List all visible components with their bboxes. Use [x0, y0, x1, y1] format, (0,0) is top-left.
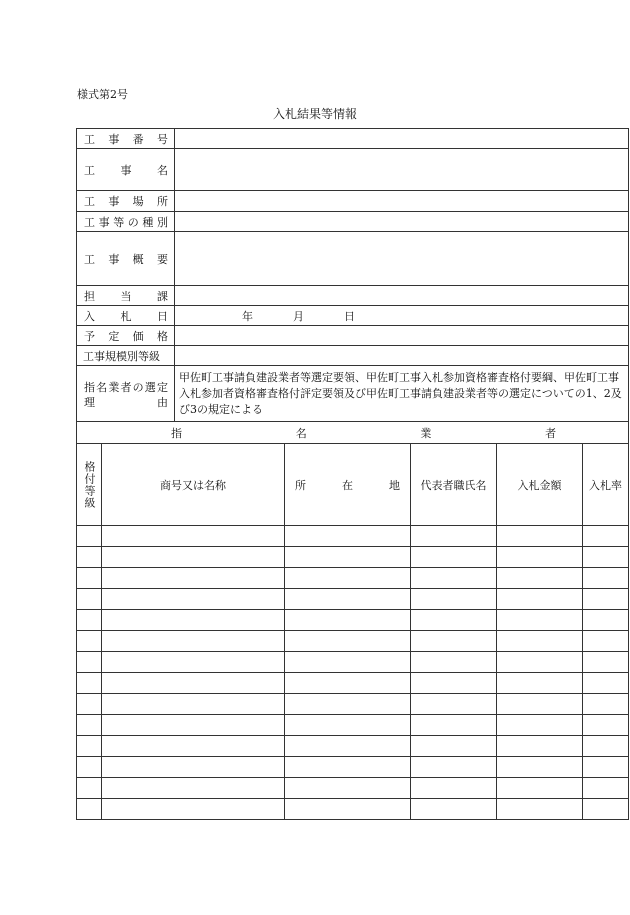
row-bid-date	[77, 306, 629, 326]
col-representative-header: 代表者職氏名	[411, 444, 497, 526]
table-row	[77, 778, 629, 799]
bid-rate-cell[interactable]	[583, 799, 629, 820]
grade-cell[interactable]	[77, 673, 102, 694]
col-name-header: 商号又は名称	[102, 444, 285, 526]
address-cell[interactable]	[285, 799, 411, 820]
row-construction-name	[77, 149, 629, 191]
scale-grade-value[interactable]	[175, 346, 629, 366]
representative-cell[interactable]	[411, 799, 497, 820]
address-cell[interactable]	[285, 673, 411, 694]
address-cell[interactable]	[285, 694, 411, 715]
table-row	[77, 568, 629, 589]
label-construction-outline: 工 事 概 要	[84, 252, 168, 266]
col-bid-amount-header: 入札金額	[497, 444, 583, 526]
row-scale-grade	[77, 346, 629, 366]
grade-cell[interactable]	[77, 694, 102, 715]
address-cell[interactable]	[285, 610, 411, 631]
address-cell[interactable]	[285, 589, 411, 610]
col-bid-rate-header: 入札率	[583, 444, 629, 526]
address-cell[interactable]	[285, 736, 411, 757]
grade-cell[interactable]	[77, 757, 102, 778]
name-cell[interactable]	[102, 631, 285, 652]
table-row	[77, 589, 629, 610]
bid-amount-cell[interactable]	[497, 589, 583, 610]
bid-amount-cell[interactable]	[497, 568, 583, 589]
col-grade-header: 格付等級	[83, 460, 96, 509]
document-title: 入札結果等情報	[272, 107, 357, 121]
label-department: 担 当 課	[84, 289, 168, 303]
bid-rate-cell[interactable]	[583, 652, 629, 673]
table-row	[77, 694, 629, 715]
address-cell[interactable]	[285, 526, 411, 547]
table-row	[77, 673, 629, 694]
address-cell[interactable]	[285, 757, 411, 778]
year-unit: 年	[242, 309, 253, 323]
bid-rate-cell[interactable]	[583, 778, 629, 799]
bid-amount-cell[interactable]	[497, 631, 583, 652]
row-construction-type	[77, 212, 629, 232]
grade-cell[interactable]	[77, 799, 102, 820]
row-construction-outline	[77, 232, 629, 286]
bid-rate-cell[interactable]	[583, 631, 629, 652]
table-row	[77, 526, 629, 547]
grade-cell[interactable]	[77, 610, 102, 631]
bid-amount-cell[interactable]	[497, 610, 583, 631]
address-cell[interactable]	[285, 715, 411, 736]
name-cell[interactable]	[102, 736, 285, 757]
bid-amount-cell[interactable]	[497, 652, 583, 673]
label-construction-number: 工 事 番 号	[84, 132, 168, 146]
row-construction-number	[77, 129, 629, 149]
name-cell[interactable]	[102, 652, 285, 673]
representative-cell[interactable]	[411, 694, 497, 715]
label-construction-name: 工 事 名	[84, 163, 168, 177]
label-scale-grade: 工事規模別等級	[83, 349, 160, 363]
grade-cell[interactable]	[77, 526, 102, 547]
bid-amount-cell[interactable]	[497, 694, 583, 715]
name-cell[interactable]	[102, 757, 285, 778]
bid-rate-cell[interactable]	[583, 736, 629, 757]
grade-cell[interactable]	[77, 568, 102, 589]
name-cell[interactable]	[102, 715, 285, 736]
address-cell[interactable]	[285, 568, 411, 589]
grade-cell[interactable]	[77, 778, 102, 799]
name-cell[interactable]	[102, 694, 285, 715]
construction-type-value[interactable]	[175, 212, 629, 232]
name-cell[interactable]	[102, 778, 285, 799]
grade-cell[interactable]	[77, 715, 102, 736]
address-cell[interactable]	[285, 547, 411, 568]
representative-cell[interactable]	[411, 547, 497, 568]
bid-amount-cell[interactable]	[497, 778, 583, 799]
label-bid-date: 入 札 日	[84, 309, 168, 323]
name-cell[interactable]	[102, 547, 285, 568]
grade-cell[interactable]	[77, 547, 102, 568]
bid-rate-cell[interactable]	[583, 694, 629, 715]
bid-amount-cell[interactable]	[497, 526, 583, 547]
bid-amount-cell[interactable]	[497, 673, 583, 694]
representative-cell[interactable]	[411, 652, 497, 673]
label-selection-reason: 指 名 業 者 の 選 定 理 由	[84, 380, 168, 409]
table-row	[77, 757, 629, 778]
row-department	[77, 286, 629, 306]
label-estimated-price: 予 定 価 格	[84, 329, 168, 343]
col-address-header: 所 在 地	[295, 478, 400, 492]
bid-rate-cell[interactable]	[583, 715, 629, 736]
construction-name-value[interactable]	[175, 149, 629, 191]
name-cell[interactable]	[102, 526, 285, 547]
address-cell[interactable]	[285, 778, 411, 799]
grade-cell[interactable]	[77, 631, 102, 652]
bid-amount-cell[interactable]	[497, 799, 583, 820]
bid-rate-cell[interactable]	[583, 673, 629, 694]
row-selection-reason	[77, 366, 629, 422]
representative-cell[interactable]	[411, 631, 497, 652]
bid-rate-cell[interactable]	[583, 526, 629, 547]
name-cell[interactable]	[102, 610, 285, 631]
table-row	[77, 736, 629, 757]
construction-site-value[interactable]	[175, 191, 629, 212]
representative-cell[interactable]	[411, 673, 497, 694]
representative-cell[interactable]	[411, 736, 497, 757]
bid-amount-cell[interactable]	[497, 715, 583, 736]
designated-contractors-header: 指 名 業 者	[171, 426, 557, 440]
label-construction-type: 工 事 等 の 種 別	[84, 215, 168, 229]
representative-cell[interactable]	[411, 568, 497, 589]
table-row	[77, 610, 629, 631]
representative-cell[interactable]	[411, 589, 497, 610]
form-number: 様式第2号	[77, 88, 128, 101]
selection-reason-text: 甲佐町工事請負建設業者等選定要領、甲佐町工事入札参加資格審査格付要綱、甲佐町工事入札参加者資格審査格付評定要領及び甲佐町工事請負建設業者等の選定についての1、2及び3の規定による	[179, 370, 622, 416]
address-cell[interactable]	[285, 652, 411, 673]
row-column-headers	[77, 444, 629, 526]
bid-rate-cell[interactable]	[583, 547, 629, 568]
name-cell[interactable]	[102, 589, 285, 610]
bid-results-table	[76, 128, 629, 820]
construction-number-value[interactable]	[175, 129, 629, 149]
bid-rate-cell[interactable]	[583, 757, 629, 778]
bid-amount-cell[interactable]	[497, 757, 583, 778]
representative-cell[interactable]	[411, 526, 497, 547]
bid-rate-cell[interactable]	[583, 568, 629, 589]
contractor-rows	[77, 526, 629, 820]
bid-amount-cell[interactable]	[497, 547, 583, 568]
table-row	[77, 715, 629, 736]
bid-rate-cell[interactable]	[583, 610, 629, 631]
row-construction-site	[77, 191, 629, 212]
address-cell[interactable]	[285, 631, 411, 652]
name-cell[interactable]	[102, 568, 285, 589]
table-row	[77, 652, 629, 673]
grade-cell[interactable]	[77, 736, 102, 757]
day-unit: 日	[344, 309, 355, 323]
bid-amount-cell[interactable]	[497, 736, 583, 757]
table-row	[77, 631, 629, 652]
representative-cell[interactable]	[411, 715, 497, 736]
representative-cell[interactable]	[411, 778, 497, 799]
row-estimated-price	[77, 326, 629, 346]
table-row	[77, 799, 629, 820]
row-section-header	[77, 422, 629, 444]
representative-cell[interactable]	[411, 610, 497, 631]
grade-cell[interactable]	[77, 652, 102, 673]
name-cell[interactable]	[102, 799, 285, 820]
estimated-price-value[interactable]	[175, 326, 629, 346]
month-unit: 月	[293, 309, 304, 323]
name-cell[interactable]	[102, 673, 285, 694]
bid-date-value[interactable]	[175, 306, 629, 326]
construction-outline-value[interactable]	[175, 232, 629, 286]
label-construction-site: 工 事 場 所	[84, 195, 168, 208]
table-row	[77, 547, 629, 568]
grade-cell[interactable]	[77, 589, 102, 610]
representative-cell[interactable]	[411, 757, 497, 778]
bid-rate-cell[interactable]	[583, 589, 629, 610]
department-value[interactable]	[175, 286, 629, 306]
